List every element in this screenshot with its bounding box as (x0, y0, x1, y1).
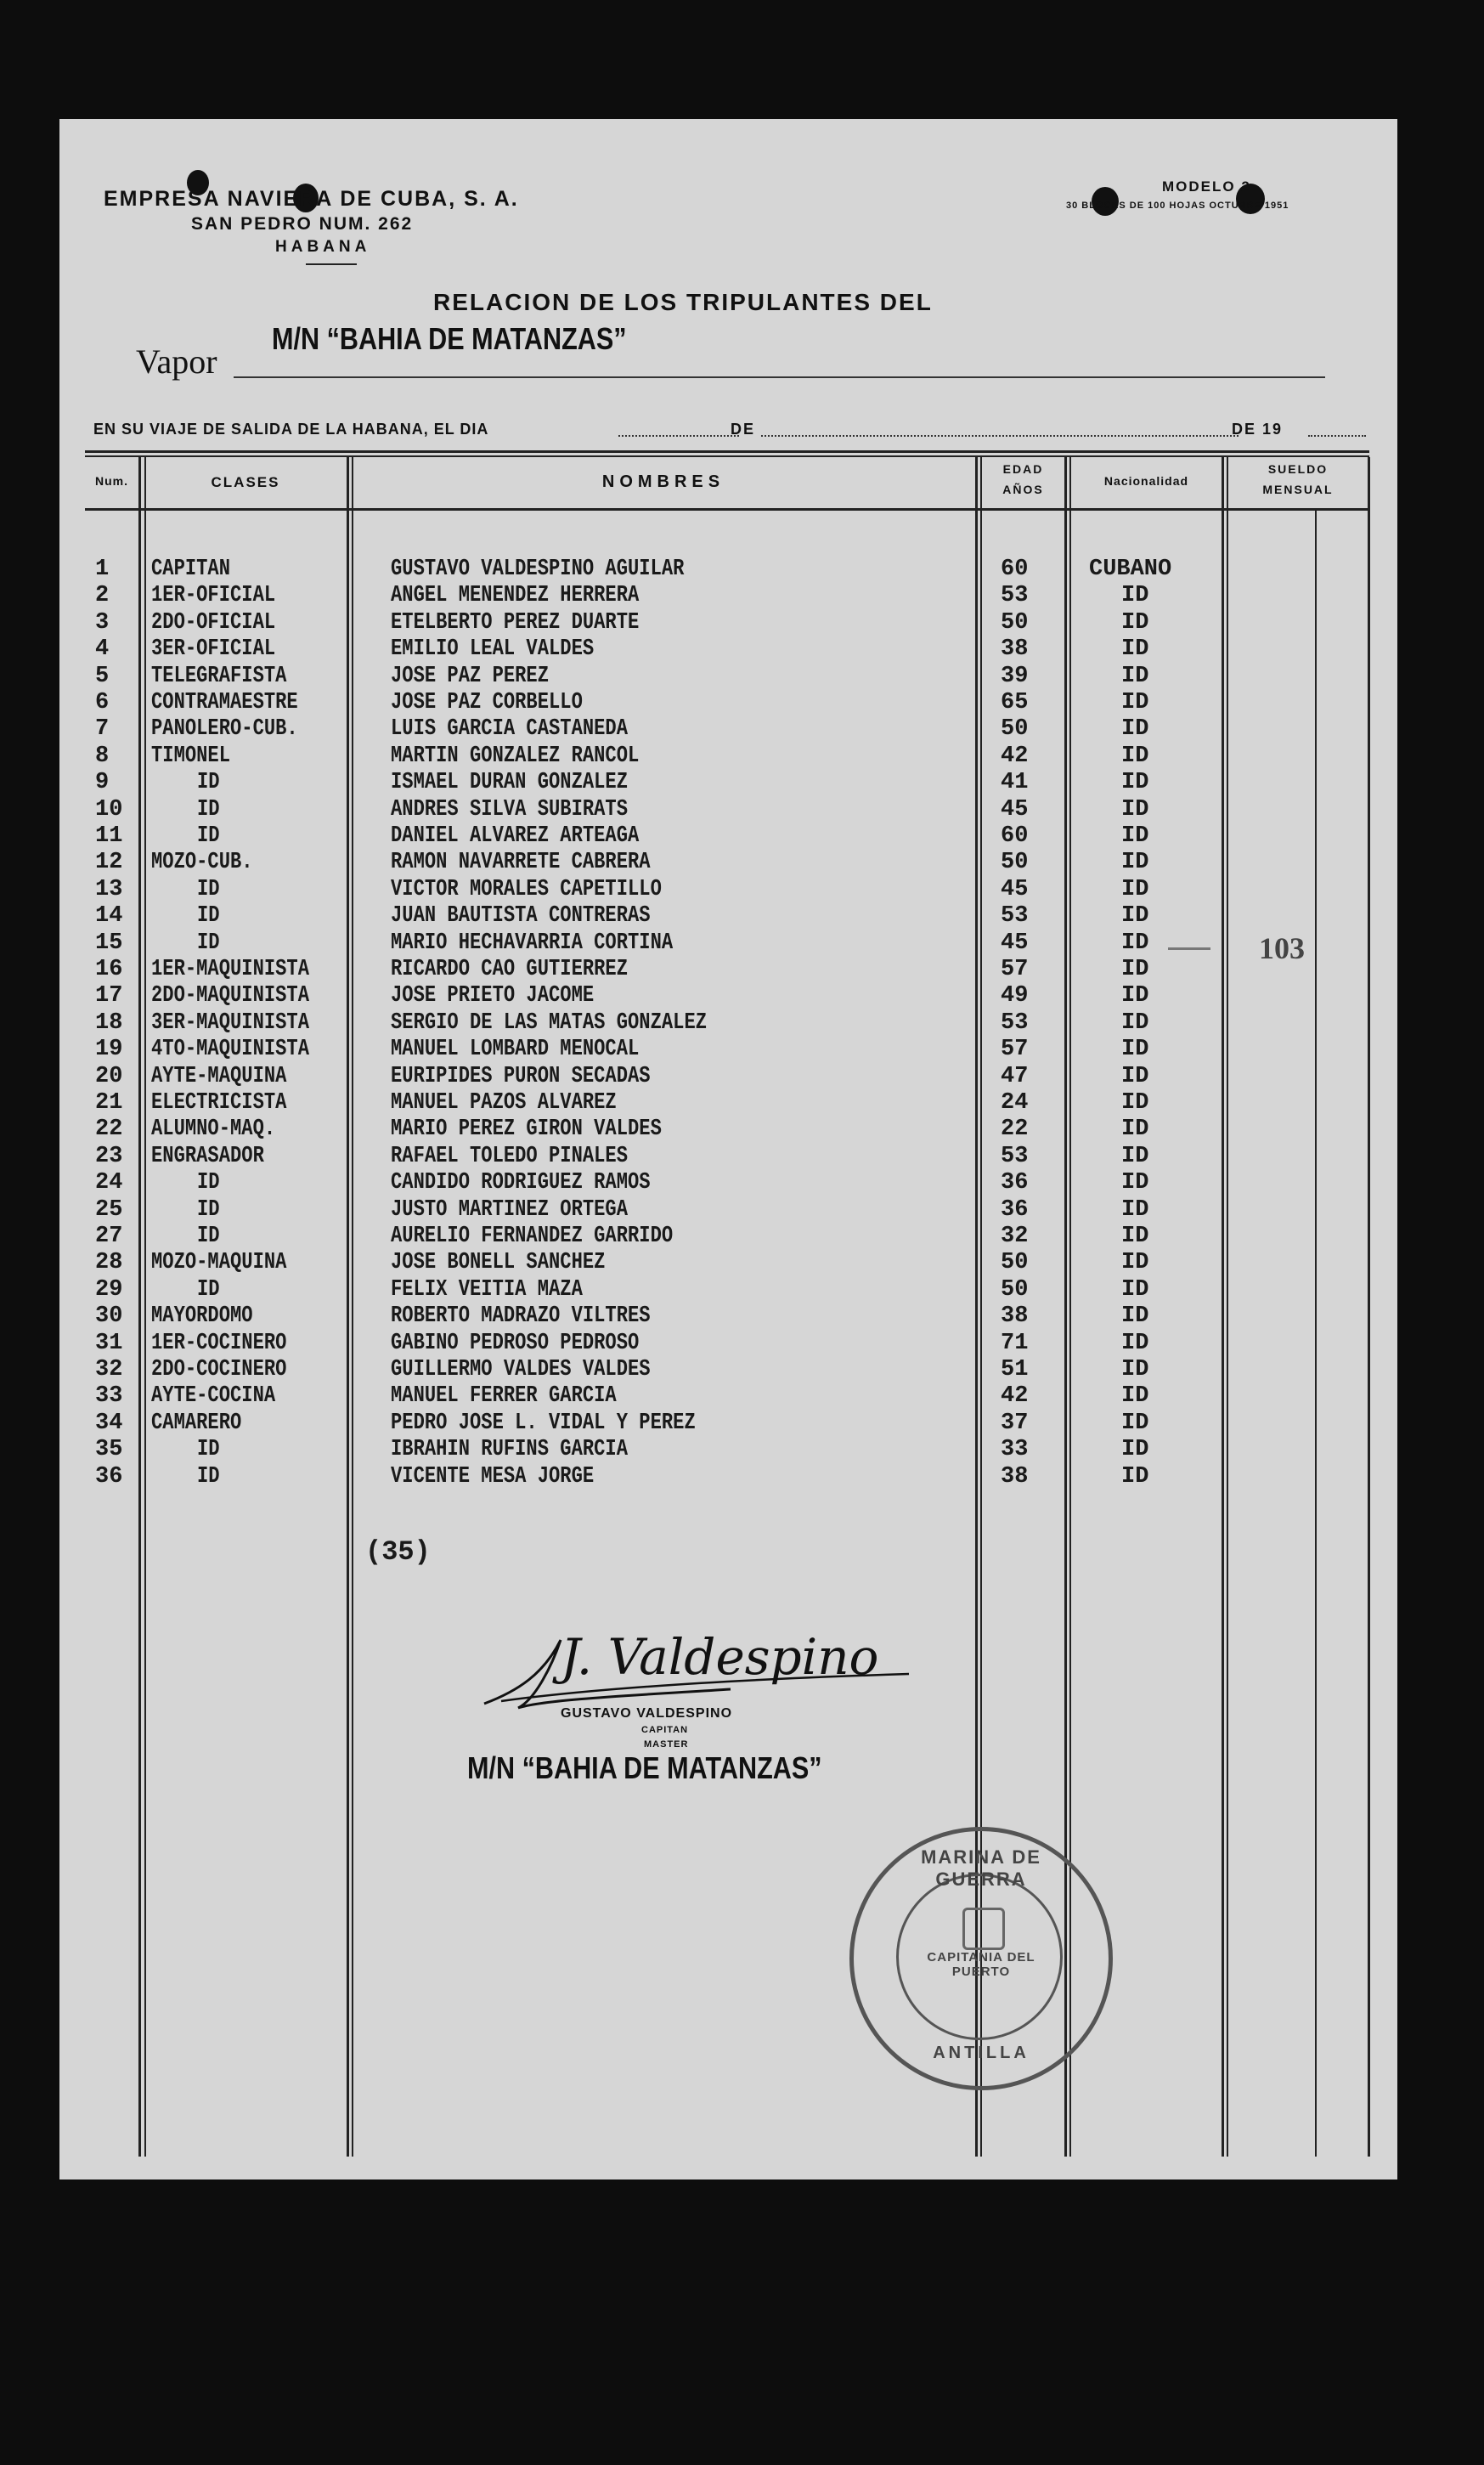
crew-nationality: CUBANO (1089, 557, 1172, 582)
crew-name: IBRAHIN RUFINS GARCIA (391, 1437, 629, 1463)
crew-num: 16 (95, 957, 123, 982)
crew-class: MOZO-CUB. (151, 850, 253, 876)
crew-age: 53 (1001, 1009, 1029, 1036)
crew-name: ANGEL MENENDEZ HERRERA (391, 583, 640, 609)
crew-class: AYTE-MAQUINA (151, 1063, 287, 1089)
stamp-middle-text: CAPITANIA DEL PUERTO (927, 1950, 1035, 1979)
crew-age: 42 (1001, 1383, 1029, 1410)
crew-name: MANUEL LOMBARD MENOCAL (391, 1037, 640, 1063)
crew-nationality: ID (1121, 1303, 1149, 1330)
crew-num: 29 (95, 1276, 123, 1303)
crew-age: 50 (1001, 609, 1029, 636)
table-row (59, 823, 1397, 850)
table-row (59, 1331, 1397, 1357)
crew-nationality: ID (1121, 1276, 1149, 1303)
table-row (59, 850, 1397, 876)
crew-class: 1ER-MAQUINISTA (151, 957, 310, 982)
crew-num: 30 (95, 1303, 123, 1330)
crew-class: 3ER-OFICIAL (151, 636, 276, 663)
crew-nationality: ID (1121, 1410, 1149, 1436)
table-row (59, 1197, 1397, 1224)
crew-age: 53 (1001, 583, 1029, 609)
crew-nationality: ID (1121, 1250, 1149, 1276)
crew-name: PEDRO JOSE L. VIDAL Y PEREZ (391, 1410, 696, 1436)
table-row (59, 983, 1397, 1009)
crew-nationality: ID (1121, 690, 1149, 715)
table-header-rule (85, 508, 1369, 511)
crew-class: ID (197, 1196, 220, 1223)
crew-name: GABINO PEDROSO PEDROSO (391, 1330, 640, 1356)
crew-nationality: ID (1121, 957, 1149, 982)
crew-num: 8 (95, 743, 110, 769)
margin-note: 103 (1259, 931, 1305, 965)
table-row (59, 1357, 1397, 1383)
crew-num: 32 (95, 1357, 123, 1382)
crew-nationality: ID (1121, 930, 1149, 956)
crew-nationality: ID (1121, 1224, 1149, 1249)
crew-num: 23 (95, 1143, 123, 1169)
crew-age: 36 (1001, 1170, 1029, 1196)
crew-class: ID (197, 1463, 220, 1490)
crew-nationality: ID (1121, 743, 1149, 769)
crew-class: ID (197, 1276, 220, 1303)
crew-name: EURIPIDES PURON SECADAS (391, 1063, 651, 1089)
crew-nationality: ID (1121, 1009, 1149, 1036)
crew-class: MOZO-MAQUINA (151, 1250, 287, 1276)
crew-nationality: ID (1121, 1037, 1149, 1063)
crew-nationality: ID (1121, 636, 1149, 663)
voyage-dotline-2 (761, 435, 1239, 437)
crew-num: 25 (95, 1196, 123, 1223)
crew-nationality: ID (1121, 1463, 1149, 1490)
crew-nationality: ID (1121, 1143, 1149, 1169)
crew-age: 65 (1001, 690, 1029, 715)
crew-name: FELIX VEITIA MAZA (391, 1276, 583, 1303)
city-underline (306, 263, 357, 265)
crew-name: ETELBERTO PEREZ DUARTE (391, 609, 640, 636)
crew-age: 47 (1001, 1063, 1029, 1089)
crew-num: 34 (95, 1410, 123, 1436)
col-header-edad-1: EDAD (1002, 462, 1044, 476)
crew-nationality: ID (1121, 770, 1149, 796)
crew-num: 7 (95, 716, 110, 743)
crew-nationality: ID (1121, 1063, 1149, 1089)
crew-num: 9 (95, 770, 110, 796)
table-row (59, 636, 1397, 663)
crew-nationality: ID (1121, 983, 1149, 1009)
crew-num: 3 (95, 609, 110, 636)
table-row (59, 743, 1397, 770)
crew-age: 60 (1001, 557, 1029, 582)
crew-name: MANUEL PAZOS ALVAREZ (391, 1090, 617, 1116)
table-row (59, 903, 1397, 930)
signer-title-1: CAPITAN (641, 1725, 689, 1735)
crew-class: CAMARERO (151, 1410, 242, 1436)
table-row (59, 1037, 1397, 1063)
signature-script: J. Valdespino (561, 1628, 879, 1686)
crew-age: 57 (1001, 1037, 1029, 1063)
crew-nationality: ID (1121, 823, 1149, 849)
crew-num: 10 (95, 796, 123, 823)
crew-nationality: ID (1121, 903, 1149, 930)
crew-name: LUIS GARCIA CASTANEDA (391, 716, 629, 743)
voyage-dotline-1 (618, 435, 739, 437)
signer-title-2: MASTER (644, 1739, 689, 1750)
table-row (59, 1383, 1397, 1410)
vessel-name: M/N “BAHIA DE MATANZAS” (272, 321, 627, 356)
table-row (59, 1170, 1397, 1196)
crew-num: 24 (95, 1170, 123, 1196)
crew-name: ISMAEL DURAN GONZALEZ (391, 770, 629, 796)
crew-class: ID (197, 930, 220, 956)
voyage-de-1: DE (731, 421, 756, 438)
crew-nationality: ID (1121, 583, 1149, 609)
vapor-underline (234, 376, 1325, 378)
crew-class: 3ER-MAQUINISTA (151, 1009, 310, 1036)
signature-vessel: M/N “BAHIA DE MATANZAS” (467, 1750, 822, 1785)
crew-age: 50 (1001, 850, 1029, 876)
crew-age: 39 (1001, 663, 1029, 689)
crew-age: 45 (1001, 876, 1029, 902)
table-row (59, 1437, 1397, 1463)
crew-nationality: ID (1121, 1090, 1149, 1116)
document-title: RELACION DE LOS TRIPULANTES DEL (433, 289, 933, 315)
stamp-bottom-text: ANTILLA (933, 2044, 1030, 2062)
crew-age: 50 (1001, 1276, 1029, 1303)
crew-class: 2DO-COCINERO (151, 1357, 287, 1382)
crew-class: 1ER-COCINERO (151, 1330, 287, 1356)
document-page (59, 119, 1397, 2179)
crew-class: TELEGRAFISTA (151, 663, 287, 689)
crew-num: 1 (95, 557, 110, 582)
signer-name: GUSTAVO VALDESPINO (561, 1706, 733, 1721)
table-row (59, 1010, 1397, 1037)
table-row (59, 1224, 1397, 1250)
crew-num: 12 (95, 850, 123, 876)
crew-num: 22 (95, 1117, 123, 1143)
crew-class: 4TO-MAQUINISTA (151, 1037, 310, 1063)
col-header-num: Num. (95, 474, 128, 488)
crew-age: 51 (1001, 1357, 1029, 1382)
crew-class: ID (197, 1437, 220, 1463)
crew-num: 20 (95, 1063, 123, 1089)
crew-name: MANUEL FERRER GARCIA (391, 1383, 617, 1410)
crew-age: 42 (1001, 743, 1029, 769)
crew-num: 33 (95, 1383, 123, 1410)
crew-num: 19 (95, 1037, 123, 1063)
crew-class: ID (197, 823, 220, 849)
crew-name: RAMON NAVARRETE CABRERA (391, 850, 651, 876)
crew-nationality: ID (1121, 796, 1149, 823)
crew-age: 32 (1001, 1224, 1029, 1249)
table-row (59, 610, 1397, 636)
table-row (59, 1464, 1397, 1490)
col-header-sueldo-1: SUELDO (1267, 462, 1329, 476)
crew-name: GUSTAVO VALDESPINO AGUILAR (391, 557, 685, 582)
table-row (59, 930, 1397, 957)
crew-age: 37 (1001, 1410, 1029, 1436)
crew-class: AYTE-COCINA (151, 1383, 276, 1410)
col-header-clases: CLASES (211, 474, 280, 490)
table-row (59, 557, 1397, 583)
crew-age: 33 (1001, 1437, 1029, 1463)
table-row (59, 770, 1397, 796)
crew-class: ID (197, 1224, 220, 1249)
crew-name: JOSE PRIETO JACOME (391, 983, 595, 1009)
crew-class: TIMONEL (151, 743, 231, 769)
crew-class: 1ER-OFICIAL (151, 583, 276, 609)
crew-name: CANDIDO RODRIGUEZ RAMOS (391, 1170, 651, 1196)
col-header-nacionalidad: Nacionalidad (1103, 474, 1189, 488)
table-row (59, 664, 1397, 690)
crew-num: 5 (95, 663, 110, 689)
vapor-label: Vapor (136, 342, 217, 381)
col-header-nombres: NOMBRES (601, 472, 725, 491)
crew-name: JUSTO MARTINEZ ORTEGA (391, 1196, 629, 1223)
crew-num: 21 (95, 1090, 123, 1116)
crew-nationality: ID (1121, 1330, 1149, 1356)
crew-num: 18 (95, 1009, 123, 1036)
crew-num: 27 (95, 1224, 123, 1249)
crew-num: 2 (95, 583, 110, 609)
company-address: SAN PEDRO NUM. 262 (191, 214, 414, 234)
crew-class: MAYORDOMO (151, 1303, 253, 1330)
margin-dash (1168, 947, 1210, 950)
table-row (59, 583, 1397, 609)
crew-name: ANDRES SILVA SUBIRATS (391, 796, 629, 823)
crew-class: 2DO-OFICIAL (151, 609, 276, 636)
col-header-sueldo-2: MENSUAL (1262, 483, 1334, 496)
crew-num: 36 (95, 1463, 123, 1490)
crew-class: CAPITAN (151, 557, 231, 582)
table-row (59, 690, 1397, 716)
crew-name: JOSE PAZ PEREZ (391, 663, 550, 689)
crew-name: JUAN BAUTISTA CONTRERAS (391, 903, 651, 930)
form-model: MODELO 2 (1162, 178, 1251, 195)
table-row (59, 877, 1397, 903)
form-print-info: 30 BLOCKS DE 100 HOJAS OCTUBRE 1951 (1066, 201, 1289, 211)
crew-class: ID (197, 876, 220, 902)
crew-nationality: ID (1121, 1170, 1149, 1196)
crew-name: MARIO HECHAVARRIA CORTINA (391, 930, 674, 956)
crew-num: 17 (95, 983, 123, 1009)
crew-class: ALUMNO-MAQ. (151, 1117, 276, 1143)
table-row (59, 1250, 1397, 1276)
crew-class: ID (197, 1170, 220, 1196)
crew-age: 45 (1001, 796, 1029, 823)
crew-name: JOSE BONELL SANCHEZ (391, 1250, 606, 1276)
col-header-edad-2: AÑOS (1002, 483, 1044, 496)
crew-age: 50 (1001, 716, 1029, 743)
crew-nationality: ID (1121, 1357, 1149, 1382)
crew-name: MARTIN GONZALEZ RANCOL (391, 743, 640, 769)
crew-class: ID (197, 770, 220, 796)
crew-age: 38 (1001, 1463, 1029, 1490)
crew-name: VICENTE MESA JORGE (391, 1463, 595, 1490)
crew-age: 49 (1001, 983, 1029, 1009)
crew-name: VICTOR MORALES CAPETILLO (391, 876, 662, 902)
crew-class: ID (197, 903, 220, 930)
crew-age: 60 (1001, 823, 1029, 849)
table-row (59, 797, 1397, 823)
crew-nationality: ID (1121, 850, 1149, 876)
crew-class: ENGRASADOR (151, 1143, 264, 1169)
port-authority-stamp (849, 1827, 1113, 2090)
crew-num: 14 (95, 903, 123, 930)
crew-name: MARIO PEREZ GIRON VALDES (391, 1117, 662, 1143)
crew-name: AURELIO FERNANDEZ GARRIDO (391, 1224, 674, 1249)
voyage-prefix: EN SU VIAJE DE SALIDA DE LA HABANA, EL DIA (93, 421, 489, 438)
crew-age: 22 (1001, 1117, 1029, 1143)
crew-total-note: (35) (365, 1536, 431, 1568)
crew-age: 45 (1001, 930, 1029, 956)
crew-nationality: ID (1121, 1117, 1149, 1143)
table-row (59, 1303, 1397, 1330)
crew-nationality: ID (1121, 609, 1149, 636)
crew-num: 11 (95, 823, 123, 849)
crew-age: 50 (1001, 1250, 1029, 1276)
crew-class: PANOLERO-CUB. (151, 716, 298, 743)
crew-name: RICARDO CAO GUTIERREZ (391, 957, 629, 982)
crew-nationality: ID (1121, 663, 1149, 689)
crew-num: 28 (95, 1250, 123, 1276)
table-row (59, 1144, 1397, 1170)
crew-age: 71 (1001, 1330, 1029, 1356)
crew-class: 2DO-MAQUINISTA (151, 983, 310, 1009)
crew-num: 6 (95, 690, 110, 715)
crew-name: SERGIO DE LAS MATAS GONZALEZ (391, 1009, 708, 1036)
voyage-dotline-3 (1308, 435, 1366, 437)
table-row (59, 1117, 1397, 1143)
voyage-de-2: DE 19 (1232, 421, 1284, 438)
table-top-rule-2 (85, 455, 1369, 457)
crew-num: 31 (95, 1330, 123, 1356)
stamp-outer-text: MARINA DE GUERRA (921, 1846, 1041, 1890)
crew-nationality: ID (1121, 876, 1149, 902)
crew-name: GUILLERMO VALDES VALDES (391, 1357, 651, 1382)
crew-num: 4 (95, 636, 110, 663)
crew-name: DANIEL ALVAREZ ARTEAGA (391, 823, 640, 849)
crew-nationality: ID (1121, 1437, 1149, 1463)
company-name: EMPRESA NAVIERA DE CUBA, S. A. (104, 187, 519, 211)
crew-name: RAFAEL TOLEDO PINALES (391, 1143, 629, 1169)
crew-name: EMILIO LEAL VALDES (391, 636, 595, 663)
company-city: HABANA (275, 238, 371, 256)
table-top-rule (85, 450, 1369, 453)
crew-age: 41 (1001, 770, 1029, 796)
crew-nationality: ID (1121, 716, 1149, 743)
crew-class: ID (197, 796, 220, 823)
crew-name: JOSE PAZ CORBELLO (391, 690, 583, 715)
crew-age: 24 (1001, 1090, 1029, 1116)
table-row (59, 957, 1397, 983)
captain-signature (467, 1623, 943, 1716)
crew-age: 57 (1001, 957, 1029, 982)
table-row (59, 716, 1397, 743)
crew-age: 53 (1001, 1143, 1029, 1169)
table-row (59, 1064, 1397, 1090)
crew-nationality: ID (1121, 1383, 1149, 1410)
stamp-emblem-icon (962, 1908, 1005, 1950)
crew-nationality: ID (1121, 1196, 1149, 1223)
crew-name: ROBERTO MADRAZO VILTRES (391, 1303, 651, 1330)
crew-age: 38 (1001, 1303, 1029, 1330)
crew-num: 13 (95, 876, 123, 902)
crew-num: 15 (95, 930, 123, 956)
table-row (59, 1411, 1397, 1437)
crew-class: ELECTRICISTA (151, 1090, 287, 1116)
crew-age: 36 (1001, 1196, 1029, 1223)
crew-num: 35 (95, 1437, 123, 1463)
table-row (59, 1090, 1397, 1117)
crew-class: CONTRAMAESTRE (151, 690, 298, 715)
crew-age: 38 (1001, 636, 1029, 663)
crew-age: 53 (1001, 903, 1029, 930)
table-row (59, 1277, 1397, 1303)
